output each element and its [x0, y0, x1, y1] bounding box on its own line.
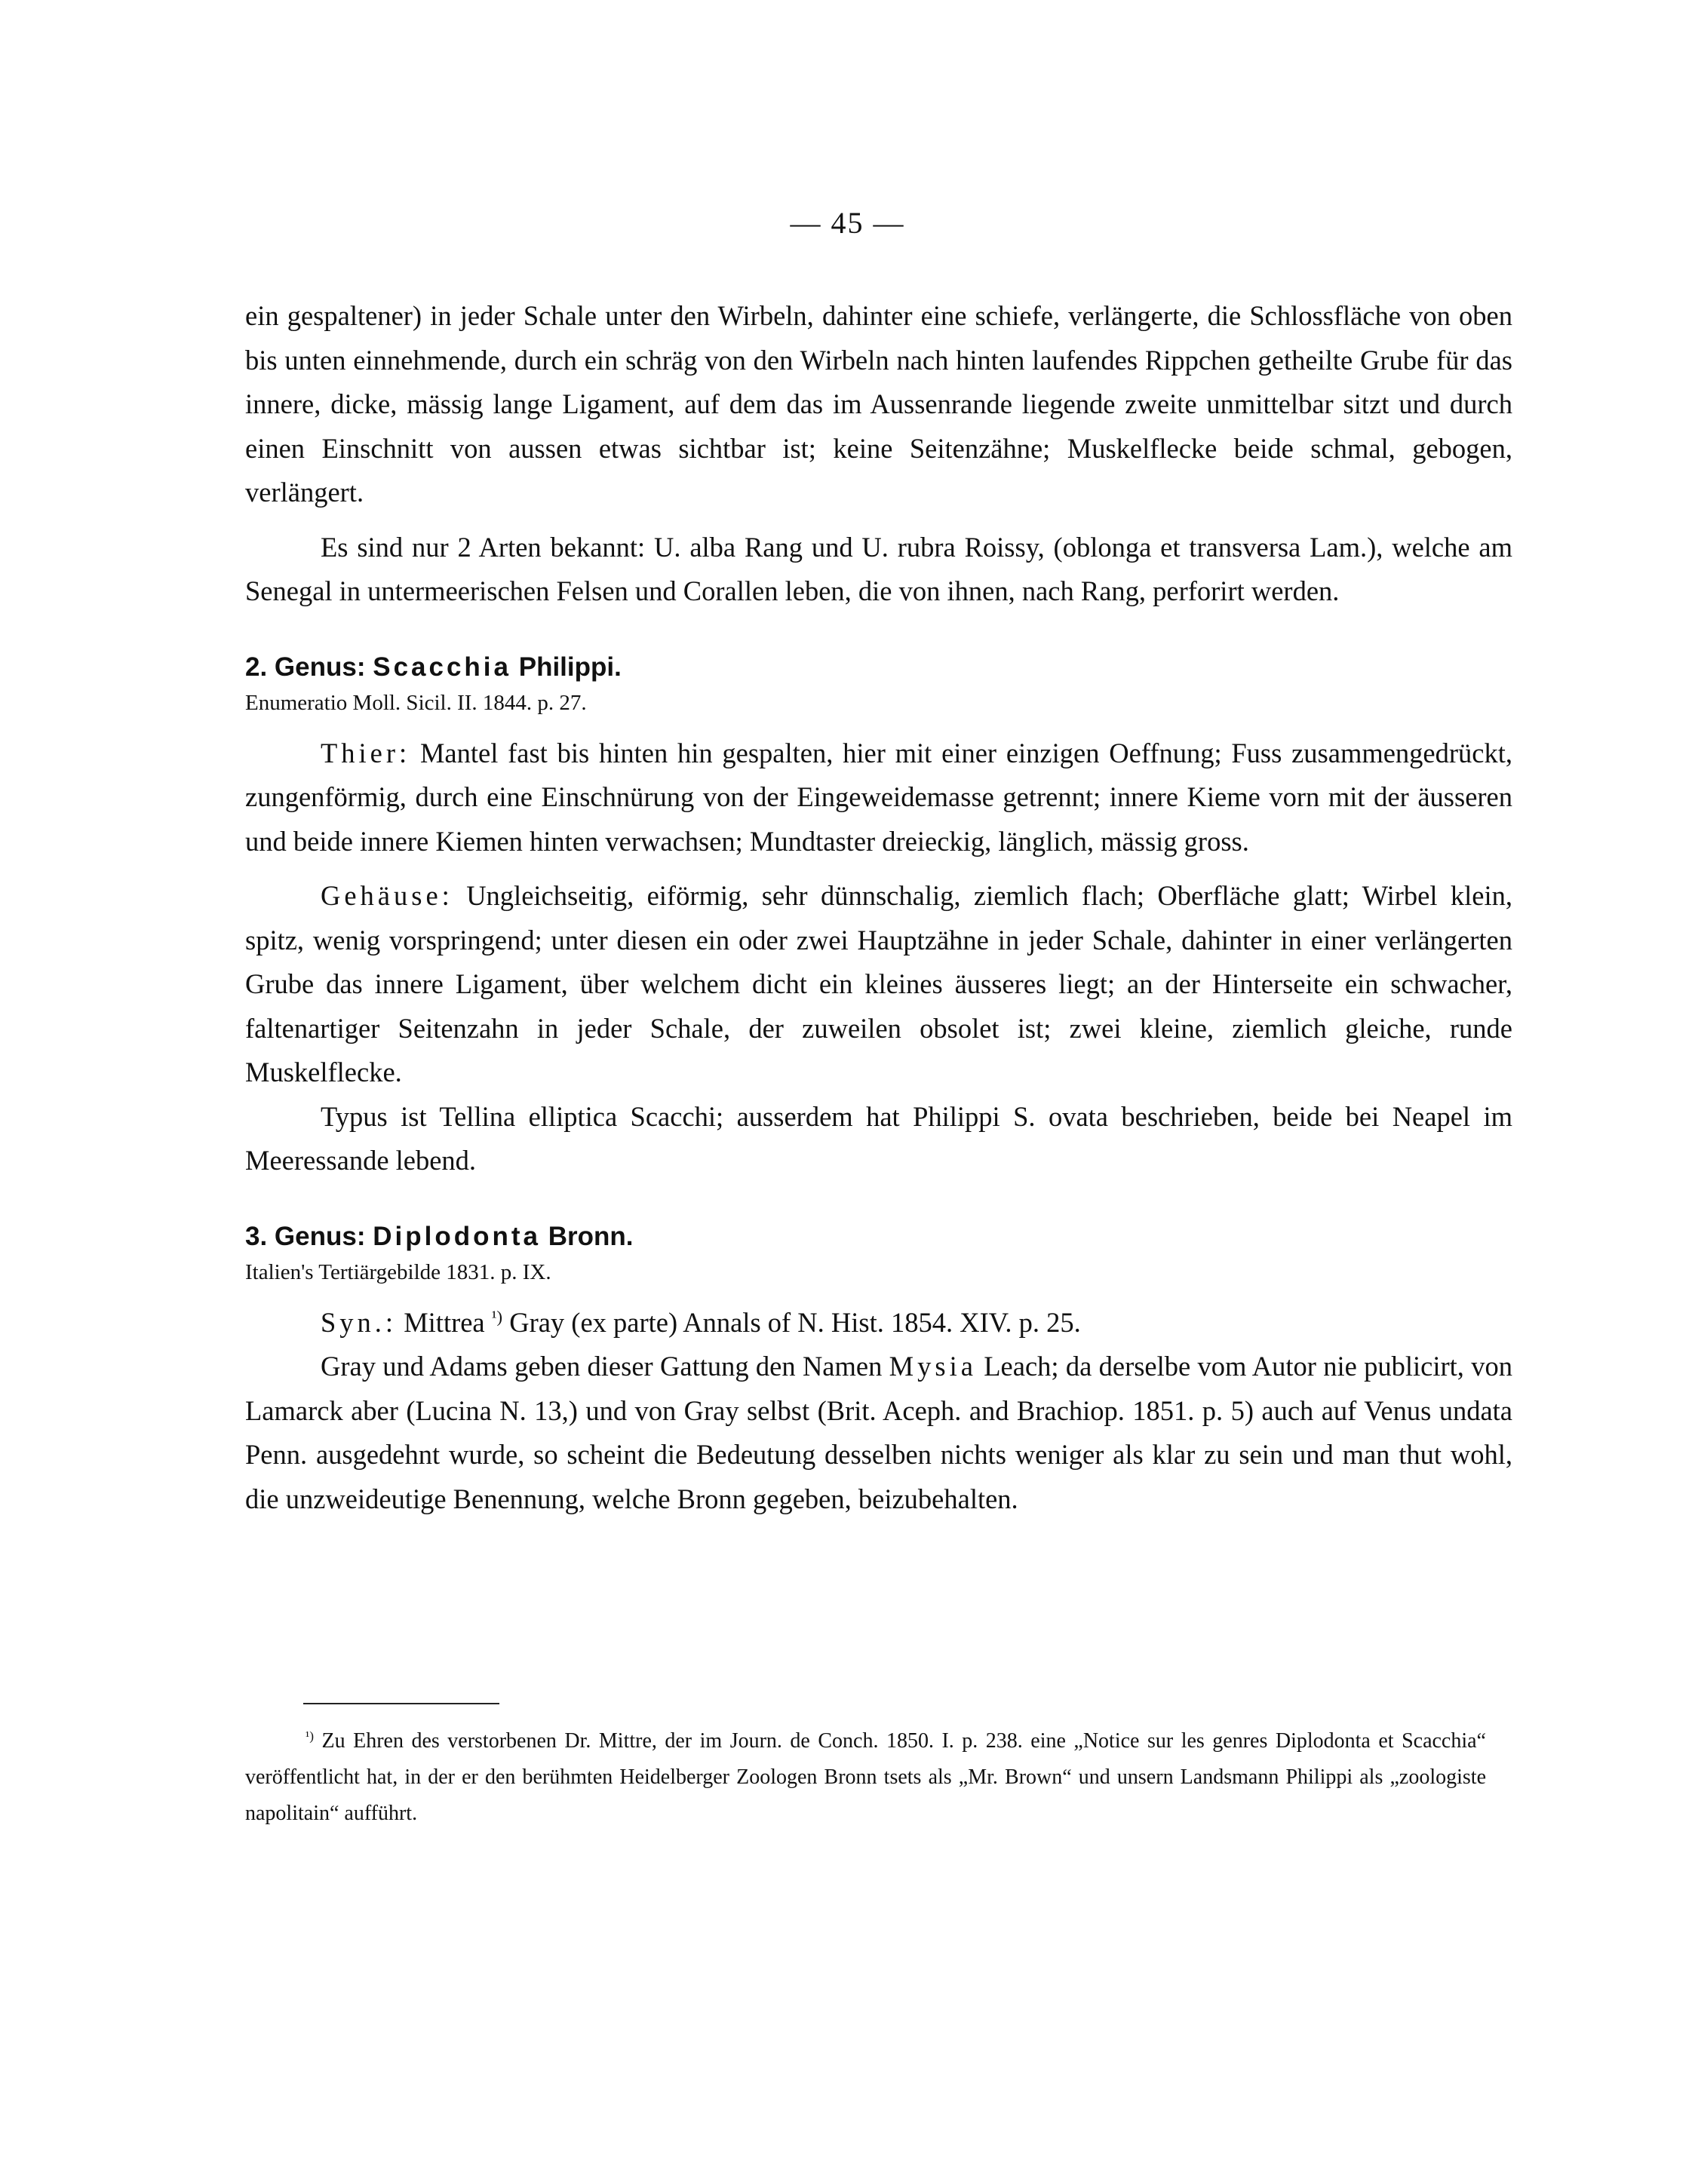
main-text [245, 294, 1512, 1521]
paragraph-species: Es sind nur 2 Arten bekannt: U. alba Rang und U. rubra Roissy, (oblonga et transversa Lam.), welche am Senegal in untermeerischen Felsen und Corallen leben, die von ihnen, nach Rang, perforirt werden. [245, 531, 1512, 606]
thier-text: Mantel fast bis hinten hin gespalten, hier mit einer einzigen Oeffnung; Fuss zusammengedrückt, zungenförmig, durch eine Einschnürung von der Eingeweidemasse getrennt; innere Kieme vorn mit der äusseren und beide innere Kiemen hinten verwachsen; Mundtaster dreieckig, länglich, mässig gross. [245, 737, 1512, 857]
footnote-mark: ¹) [306, 1728, 314, 1744]
genus-heading-scacchia [245, 649, 1512, 686]
paragraph-continued: ein gespaltener) in jeder Schale unter den Wirbeln, dahinter eine schiefe, verlängerte, die Schlossfläche von oben bis unten einnehmende, durch ein schräg von den Wirbeln nach hinten laufendes Rippchen getheilte Grube für das innere, dicke, mässig lange Ligament, auf dem das im Aussenrande liegende zweite unmittelbar sitzt und durch einen Einschnitt von aussen etwas sichtbar ist; keine Seitenzähne; Muskelflecke beide schmal, gebogen, verlängert. [245, 300, 1512, 508]
footnote-mark: ¹) [491, 1307, 503, 1327]
spacer [245, 614, 1512, 649]
paragraph-gray [245, 1345, 1512, 1521]
gray-text-b: Leach; da derselbe vom Autor nie publicirt, von Lamarck aber (Lucina N. 13,) und von Gray selbst (Brit. Aceph. and Brachiop. 1851. p. 5) auch auf Venus undata Penn. ausgedehnt wurde, so scheint die Bedeutung desselben nichts weniger als klar zu sein und man thut wohl, die unzweideutige Benennung, welche Bronn gegeben, beizubehalten. [245, 1351, 1512, 1514]
genus-reference-diplodonta: Italien's Tertiärgebilde 1831. p. IX. [245, 1259, 551, 1284]
genus-heading-diplodonta [245, 1218, 1512, 1256]
spacer [245, 1183, 1512, 1218]
footnote [245, 1723, 1486, 1832]
page-number: — 45 — [790, 206, 905, 240]
footnote-divider [303, 1703, 499, 1704]
paragraph-thier [245, 732, 1512, 864]
footnote-paragraph [245, 1723, 1486, 1832]
syn-text-b: Gray (ex parte) Annals of N. Hist. 1854. XIV. p. 25. [502, 1306, 1081, 1338]
thier-label: Thier: [321, 737, 411, 768]
paragraph-synonym [245, 1301, 1512, 1345]
genus-heading-name: Diplodonta [373, 1221, 541, 1251]
genus-heading-name: Scacchia [373, 652, 511, 682]
paragraph-typus: Typus ist Tellina elliptica Scacchi; ausserdem hat Philippi S. ovata beschrieben, beide bei Neapel im Meeressande lebend. [245, 1100, 1512, 1176]
syn-label: Syn.: [321, 1306, 398, 1338]
genus-heading-author: Bronn. [548, 1221, 634, 1251]
genus-heading-prefix: 3. Genus: [245, 1221, 366, 1251]
gray-text-a: Gray und Adams geben dieser Gattung den Namen [321, 1351, 889, 1382]
gray-spaced-name: Mysia [889, 1351, 977, 1382]
footnote-text: Zu Ehren des verstorbenen Dr. Mittre, der im Journ. de Conch. 1850. I. p. 238. eine „Notice sur les genres Diplodonta et Scacchia“ veröffentlicht hat, in der er den berühmten Heidelberger Zoologen Bronn tsets als „Mr. Brown“ und unsern Landsmann Philippi als „zoologiste napolitain“ aufführt. [245, 1729, 1486, 1825]
gehaeuse-text: Ungleichseitig, eiförmig, sehr dünnschalig, ziemlich flach; Oberfläche glatt; Wirbel klein, spitz, wenig vorspringend; unter diesen ein oder zwei Hauptzähne in jeder Schale, dahinter in einer verlängerten Grube das innere Ligament, über welchem dicht ein kleines äusseres liegt; an der Hinterseite ein schwacher, faltenartiger Seitenzahn in jeder Schale, der zuweilen obsolet ist; zwei kleine, ziemlich gleiche, runde Muskelflecke. [245, 880, 1512, 1087]
genus-reference-scacchia: Enumeratio Moll. Sicil. II. 1844. p. 27. [245, 690, 587, 715]
gehaeuse-label: Gehäuse: [321, 880, 453, 911]
genus-heading-prefix: 2. Genus: [245, 652, 366, 682]
genus-heading-author: Philippi. [518, 652, 622, 682]
syn-text-a: Mittrea [397, 1306, 492, 1338]
paragraph-gehaeuse [245, 874, 1512, 1095]
